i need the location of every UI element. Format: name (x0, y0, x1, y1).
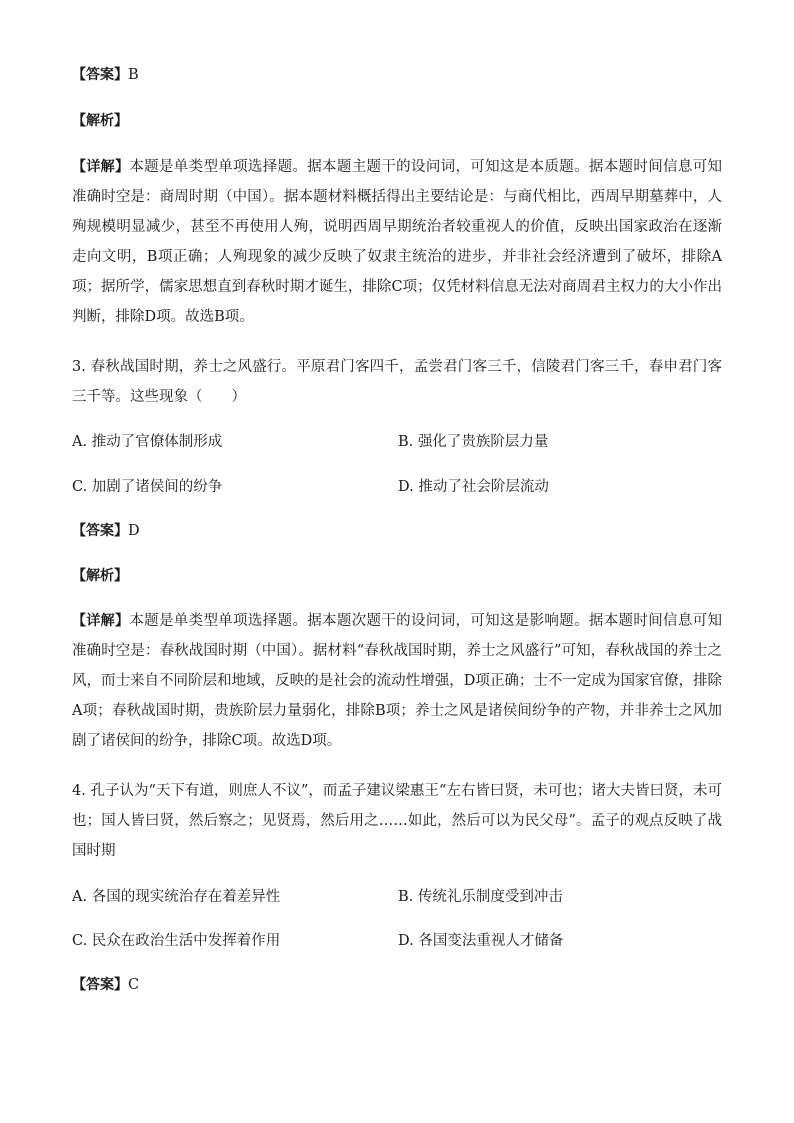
answer-value: B (128, 67, 139, 83)
answer-tag: 【答案】 (72, 977, 128, 993)
question-3-option-d: D. 推动了社会阶层流动 (398, 479, 549, 495)
answer-tag: 【答案】 (72, 523, 128, 539)
question-3-option-c: C. 加剧了诸侯间的纷争 (72, 479, 223, 495)
detail-text: 本题是单类型单项选择题。据本题主题干的设问词，可知这是本质题。据本题时间信息可知准确时空是：商周时期（中国）。据本题材料概括得出主要结论是：与商代相比，西周早期墓葬中，人殉规模明显减少，甚至不再使用人殉，说明西周早期统治者较重视人的价值，反映出国家政治在逐渐走向文明，B项正确；人殉现象的减少反映了奴隶主统治的进步，并非社会经济遭到了破坏，排除A项；据所学，儒家思想直到春秋时期才诞生，排除C项；仅凭材料信息无法对商周君主权力的大小作出判断，排除D项。故选B项。 (72, 159, 723, 325)
question-4-option-a: A. 各国的现实统治存在着差异性 (72, 889, 281, 905)
question-4-option-c: C. 民众在政治生活中发挥着作用 (72, 933, 281, 949)
analysis-tag: 【解析】 (72, 568, 128, 584)
detail-tag: 【详解】 (72, 159, 130, 175)
question-4-stem (72, 776, 722, 866)
question-4-text: 4. 孔子认为“天下有道，则庶人不议”，而孟子建议梁惠王“左右皆曰贤，未可也；诸大夫皆曰贤，未可也；国人皆曰贤，然后察之；见贤焉，然后用之……如此，然后可以为民父母”。孟子的观点反映了战国时期 (72, 783, 722, 859)
detail-paragraph (72, 152, 722, 332)
detail-text: 本题是单类型单项选择题。据本题次题干的设问词，可知这是影响题。据本题时间信息可知准确时空是：春秋战国时期（中国）。据材料“春秋战国时期，养士之风盛行”可知，春秋战国的养士之风，而士来自不同阶层和地域，反映的是社会的流动性增强，D项正确；士不一定成为国家官僚，排除A项；春秋战国时期，贵族阶层力量弱化，排除B项；养士之风是诸侯间纷争的产物，并非养士之风加剧了诸侯间的纷争，排除C项。故选D项。 (72, 613, 723, 749)
analysis-heading (72, 566, 128, 586)
answer-line (72, 65, 139, 85)
question-3-option-b: B. 强化了贵族阶层力量 (398, 434, 549, 450)
answer-line (72, 975, 139, 995)
answer-value: C (128, 977, 140, 993)
answer-line (72, 521, 140, 541)
question-3-option-a: A. 推动了官僚体制形成 (72, 434, 223, 450)
analysis-tag: 【解析】 (72, 113, 128, 129)
answer-value: D (128, 523, 140, 539)
question-4-option-d: D. 各国变法重视人才储备 (398, 933, 564, 949)
question-3-text: 3. 春秋战国时期，养士之风盛行。平原君门客四千，孟尝君门客三千，信陵君门客三千，春申君门客三千等。这些现象（ ） (72, 359, 722, 405)
question-3-stem (72, 352, 722, 412)
analysis-heading (72, 111, 128, 131)
answer-tag: 【答案】 (72, 67, 128, 83)
detail-tag: 【详解】 (72, 613, 130, 629)
question-4-option-b: B. 传统礼乐制度受到冲击 (398, 889, 563, 905)
detail-paragraph (72, 606, 722, 756)
